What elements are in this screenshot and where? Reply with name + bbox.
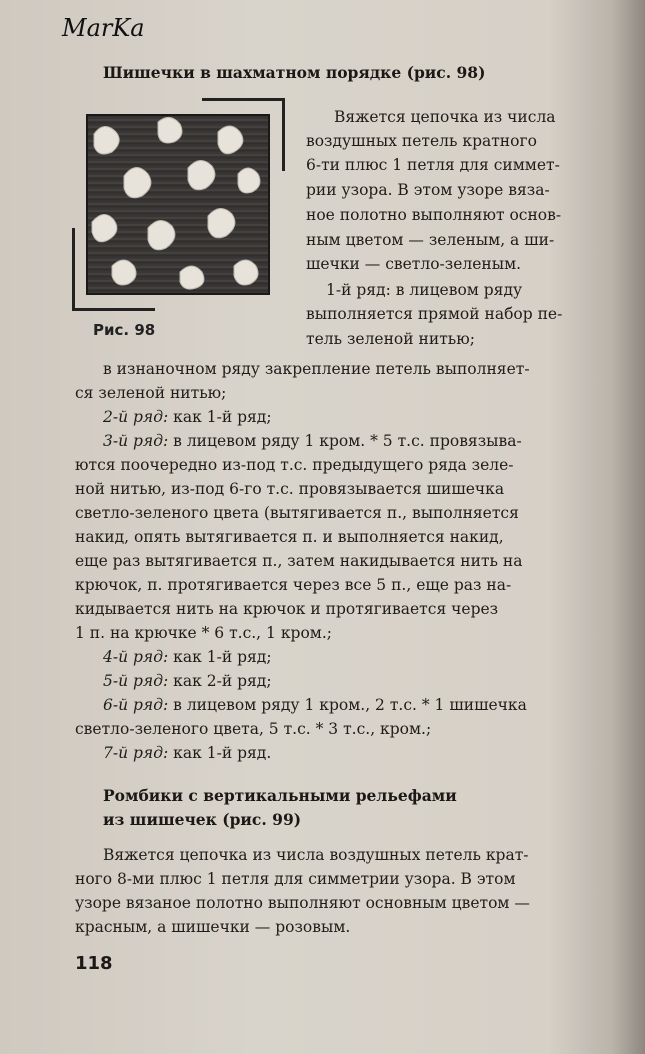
row-text: как 1-й ряд; [168,408,272,426]
row-text: в лицевом ряду 1 кром. * 5 т.с. провязыва- [168,432,522,450]
watermark-logo: MarKa [62,14,145,42]
body-line: ного 8-ми плюс 1 петля для симметрии узора. В этом [75,870,516,888]
body-line [103,359,530,379]
row-label: 7-й ряд: [103,744,169,762]
section-heading: Шишечки в шахматном порядке (рис. 98) [103,63,486,82]
intro-line: воздушных петель кратного [306,132,537,150]
section-heading: Ромбики с вертикальными рельефами [103,786,457,805]
body-line: красным, а шишечки — розовым. [75,918,351,936]
row-label: 5-й ряд: [103,672,169,690]
row-text: накид, опять вытягивается п. и выполняется накид, [75,528,504,546]
intro-line: 6-ти плюс 1 петля для симмет- [306,156,560,174]
row-text: светло-зеленого цвета, 5 т.с. * 3 т.с., кром.; [75,720,432,738]
row-text: кидывается нить на крючок и протягивается через [75,600,499,618]
body-line [75,383,226,403]
body-line [103,407,272,427]
figure-98 [72,98,284,310]
row-text: ной нитью, из-под 6-го т.с. провязывается шишечка [75,480,505,498]
row-text: светло-зеленого цвета (вытягивается п., выполняется [75,504,519,522]
body-line: узоре вязаное полотно выполняют основным цветом — [75,894,530,912]
row-text: 1 п. на крючке * 6 т.с., 1 кром.; [75,624,332,642]
body-line [103,695,527,715]
body-line [75,623,332,643]
intro-line: выполняется прямой набор пе- [306,305,563,323]
bobble-pattern [88,116,268,293]
body-line [75,527,504,547]
intro-line: тель зеленой нитью; [306,330,475,348]
intro-line: шечки — светло-зеленым. [306,255,522,273]
body-line [75,479,504,499]
body-line [103,431,522,451]
intro-line: 1-й ряд: в лицевом ряду [326,281,523,299]
body-line [103,743,271,763]
body-line: Вяжется цепочка из числа воздушных петель крат- [103,846,529,864]
intro-line: ным цветом — зеленым, а ши- [306,231,555,249]
row-text: как 1-й ряд. [168,744,272,762]
row-text: в лицевом ряду 1 кром., 2 т.с. * 1 шишечка [168,696,527,714]
body-line [75,503,519,523]
body-line [75,551,522,571]
row-text: ются поочередно из-под т.с. предыдущего ряда зеле- [75,456,514,474]
body-line [75,455,514,475]
row-text: как 1-й ряд; [168,648,272,666]
intro-line: рии узора. В этом узоре вяза- [306,181,550,199]
row-label: 6-й ряд: [103,696,169,714]
row-text: ся зеленой нитью; [75,384,227,402]
row-label: 4-й ряд: [103,648,169,666]
row-label: 3-й ряд: [103,432,169,450]
knitted-swatch-image [86,114,270,295]
row-text: крючок, п. протягивается через все 5 п., еще раз на- [75,576,512,594]
row-text: как 2-й ряд; [168,672,272,690]
body-line [75,575,511,595]
page-number: 118 [75,953,113,974]
body-line [75,719,431,739]
row-text: в изнаночном ряду закрепление петель выполняет- [103,360,530,378]
intro-line: Вяжется цепочка из числа [334,108,556,126]
intro-line: ное полотно выполняют основ- [306,206,562,224]
row-label: 2-й ряд: [103,408,169,426]
section-heading: из шишечек (рис. 99) [103,810,302,829]
figure-caption: Рис. 98 [93,321,156,339]
body-line [103,671,272,691]
body-line [75,599,498,619]
body-line [103,647,272,667]
row-text: еще раз вытягивается п., затем накидывается нить на [75,552,523,570]
